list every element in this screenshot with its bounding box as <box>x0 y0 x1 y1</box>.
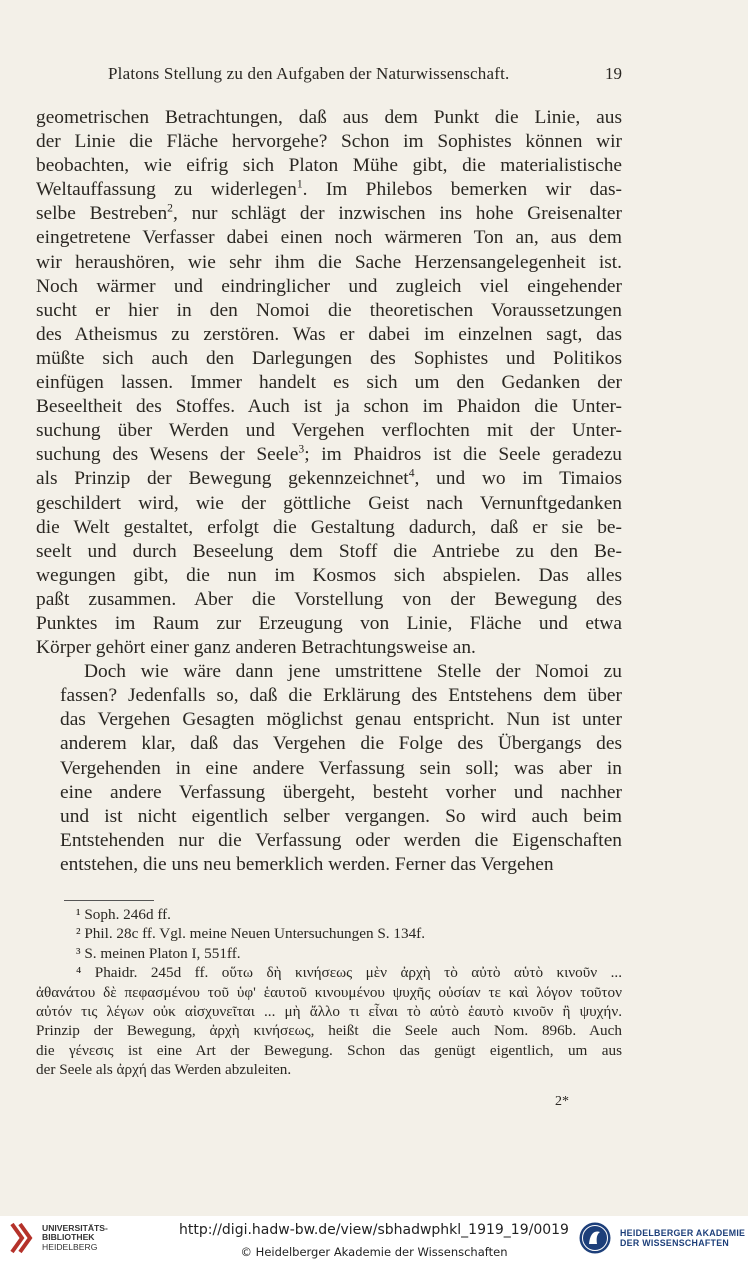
academy-name-line: DER WISSENSCHAFTEN <box>620 1238 730 1248</box>
footnote <box>36 963 622 1079</box>
library-name-line: UNIVERSITÄTS- <box>42 1223 108 1233</box>
text-line: eine andere Verfassung übergeht, besteht vorher und nachher <box>60 781 622 803</box>
footnote-line: der Seele als ἀρχή das Werden abzuleiten. <box>36 1061 292 1079</box>
text-line: seelt und durch Beseelung dem Stoff die Antriebe zu den Be- <box>36 540 622 562</box>
academy-name <box>620 1228 745 1248</box>
footnote-line: ³ S. meinen Platon I, 551ff. <box>76 944 241 962</box>
footnote-line: die γένεσις ist eine Art der Bewegung. Schon das genügt eigentlich, um aus <box>36 1041 622 1059</box>
text-line: fassen? Jedenfalls so, daß die Erklärung des Entstehens dem über <box>60 685 622 707</box>
text-line: entstehen, die uns neu bemerklich werden. Ferner das Vergehen <box>60 853 554 875</box>
text-line: suchung des Wesens der Seele$^3$; im Phaidros ist die Seele geradezu <box>36 442 622 466</box>
footnote-ref[interactable]: 3 <box>298 442 305 456</box>
text-line: beobachten, wie eifrig sich Platon Mühe gibt, die materialistische <box>36 155 622 177</box>
viewer-footer <box>0 1216 748 1265</box>
text-line: als Prinzip der Bewegung gekennzeichnet$^4$, und wo im Timaios <box>36 466 622 490</box>
text-line: wegungen gibt, die nun im Kosmos sich abspielen. Das alles <box>36 564 622 586</box>
text-line: Noch wärmer und eindringlicher und zugleich viel eingehender <box>36 275 622 297</box>
paragraph <box>36 660 622 877</box>
text-line: und ist nicht eigentlich selber vergangen. So wird auch beim <box>60 805 622 827</box>
academy-seal-icon <box>578 1220 612 1256</box>
text-line: Punktes im Raum zur Erzeugung von Linie, Fläche und etwa <box>36 612 622 634</box>
text-line: Beseeltheit des Stoffes. Auch ist ja schon im Phaidon die Unter- <box>36 396 622 418</box>
text-line: suchung über Werden und Vergehen verflochten mit der Unter- <box>36 420 622 442</box>
page-number: 19 <box>605 64 622 83</box>
text-line: Weltauffassung zu widerlegen$^1$. Im Philebos bemerken wir das- <box>36 177 622 201</box>
footnote-line: ⁴ Phaidr. 245d ff. οὕτω δὴ κινήσεως μὲν ἀρχὴ τὸ αὐτὸ αὑτὸ κινοῦν ... <box>76 964 622 982</box>
footnote-ref[interactable]: 4 <box>408 466 415 480</box>
footnote-ref[interactable]: 2 <box>167 201 173 215</box>
library-name-line: HEIDELBERG <box>42 1241 98 1252</box>
copyright-notice: © Heidelberger Akademie der Wissenschaften <box>240 1245 508 1259</box>
footnote-line: ¹ Soph. 246d ff. <box>76 906 171 923</box>
footnote-line: ἀθανάτου δὲ πεφασμένου τοῦ ὑφ' ἑαυτοῦ κινουμένου ψυχῆς οὐσίαν τε καὶ λόγον τοῦτον <box>36 983 622 1001</box>
footnote <box>36 924 622 943</box>
text-line: des Atheismus zu zerstören. Was er dabei im einzelnen sagt, das <box>36 323 622 345</box>
footnote-ref[interactable]: 1 <box>296 177 303 191</box>
text-line: Doch wie wäre dann jene umstrittene Stelle der Nomoi zu <box>84 661 622 683</box>
footnote <box>36 905 622 924</box>
text-line: Vergehenden in eine andere Verfassung sein soll; was aber in <box>60 757 622 779</box>
signature-mark: 2* <box>555 1094 569 1109</box>
permalink-url[interactable]: http://digi.hadw-bw.de/view/sbhadwphkl_1919_19/0019 <box>179 1222 569 1238</box>
text-line: Entstehenden nur die Verfassung oder werden die Eigenschaften <box>60 829 622 851</box>
footnote-line: ² Phil. 28c ff. Vgl. meine Neuen Untersuchungen S. 134f. <box>76 925 426 943</box>
academy-name-line: HEIDELBERGER AKADEMIE <box>620 1228 746 1238</box>
footnote-line: αὐτόν τις λέγων οὐκ αἰσχυνεῖται ... μὴ ἄλλο τι εἶναι τὸ αὐτὸ ἑαυτὸ κινοῦν ἢ ψυχήν. <box>36 1003 622 1021</box>
text-line: sucht er hier in den Nomoi die theoretischen Voraussetzungen <box>36 299 622 321</box>
text-line: paßt zusammen. Aber die Vorstellung von der Bewegung des <box>36 588 622 610</box>
text-line: der Linie die Fläche hervorgehe? Schon im Sophistes können wir <box>36 131 622 153</box>
footnote-line: Prinzip der Bewegung, ἀρχὴ κινήσεως, heißt die Seele auch Nom. 896b. Auch <box>36 1022 622 1040</box>
text-line: müßte sich auch den Darlegungen des Sophistes und Politikos <box>36 347 622 369</box>
text-line: eingetretene Verfasser dabei einen noch wärmeren Ton an, aus dem <box>36 227 622 249</box>
paragraph <box>36 106 622 660</box>
text-line: selbe Bestreben$^2$, nur schlägt der inzwischen ins hohe Greisenalter <box>36 201 622 225</box>
text-line: Körper gehört einer ganz anderen Betrachtungsweise an. <box>36 637 476 659</box>
library-name-line: BIBLIOTHEK <box>42 1232 95 1243</box>
text-line: wir heraushören, wie sehr ihm die Sache Herzensangelegenheit ist. <box>36 251 622 273</box>
text-line: das Vergehen Gesagten möglichst genau entspricht. Nun ist unter <box>60 709 622 731</box>
text-line: geometrischen Betrachtungen, daß aus dem Punkt die Linie, aus <box>36 107 622 128</box>
text-line: anderem klar, daß das Vergehen die Folge des Übergangs des <box>60 733 622 755</box>
text-line: geschildert wird, wie der göttliche Geist nach Vernunftgedanken <box>36 492 622 514</box>
text-line: die Welt gestaltet, erfolgt die Gestaltung dadurch, daß er sie be- <box>36 516 622 538</box>
footnotes <box>36 905 622 1080</box>
body-text <box>36 106 622 877</box>
footnote <box>36 944 622 963</box>
text-line: einfügen lassen. Immer handelt es sich um den Gedanken der <box>36 372 622 394</box>
running-title: Platons Stellung zu den Aufgaben der Naturwissenschaft. <box>108 64 510 83</box>
footnote-rule <box>64 900 154 901</box>
